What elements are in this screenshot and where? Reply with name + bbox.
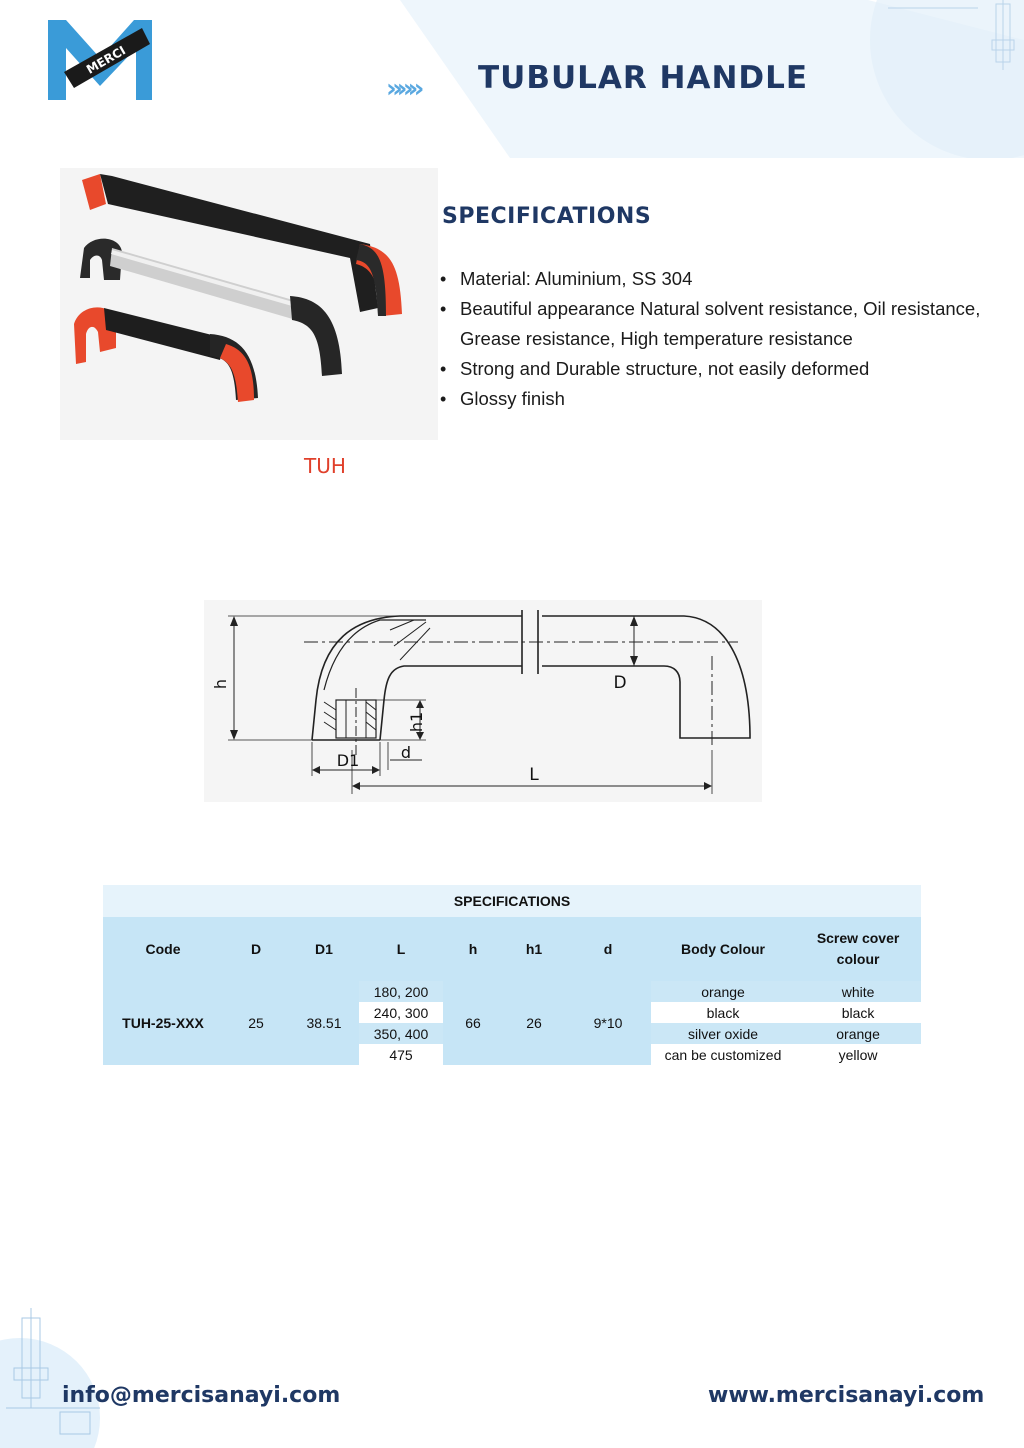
- spec-item: • Beautiful appearance Natural solvent resistance, Oil resistance, Grease resistance, High temperature resistance: [440, 294, 1020, 354]
- cell-L: 180, 200: [359, 981, 443, 1002]
- merci-logo: [46, 18, 154, 102]
- cell-screw-cover-colour: yellow: [795, 1044, 921, 1065]
- cell-code: TUH-25-XXX: [103, 981, 223, 1065]
- dim-label-h: h: [211, 678, 230, 690]
- dim-label-h1: h1: [407, 711, 426, 733]
- cell-D: 25: [223, 981, 289, 1065]
- cell-L: 240, 300: [359, 1002, 443, 1023]
- cell-body-colour: silver oxide: [651, 1023, 795, 1044]
- table-row: [103, 981, 921, 1002]
- cell-body-colour: orange: [651, 981, 795, 1002]
- col-header-screw-cover-colour: Screw cover colour: [795, 917, 921, 981]
- dim-label-D1: D1: [336, 751, 360, 770]
- cell-screw-cover-colour: black: [795, 1002, 921, 1023]
- corner-drawing-art-top: [868, 0, 1024, 106]
- page-title: TUBULAR HANDLE: [478, 60, 809, 96]
- cell-L: 475: [359, 1044, 443, 1065]
- col-header-h: h: [443, 917, 503, 981]
- product-photo: [60, 168, 438, 440]
- chevrons-decoration: »»»: [386, 74, 419, 104]
- website-link[interactable]: www.mercisanayi.com: [708, 1383, 985, 1408]
- table-caption: SPECIFICATIONS: [103, 885, 921, 917]
- cell-h: 66: [443, 981, 503, 1065]
- col-header-D: D: [223, 917, 289, 981]
- logo-text: MERCI: [84, 43, 128, 77]
- cell-d: 9*10: [565, 981, 651, 1065]
- cell-body-colour: can be customized: [651, 1044, 795, 1065]
- col-header-body-colour: Body Colour: [651, 917, 795, 981]
- dim-label-D: D: [613, 673, 627, 693]
- col-header-D1: D1: [289, 917, 359, 981]
- col-header-code: Code: [103, 917, 223, 981]
- cell-screw-cover-colour: white: [795, 981, 921, 1002]
- specifications-table: [103, 885, 921, 1065]
- dim-label-d: d: [400, 743, 412, 762]
- cell-L: 350, 400: [359, 1023, 443, 1044]
- cell-h1: 26: [503, 981, 565, 1065]
- technical-drawing: [204, 600, 762, 802]
- col-header-h1: h1: [503, 917, 565, 981]
- spec-item: • Glossy finish: [440, 384, 1020, 414]
- cell-D1: 38.51: [289, 981, 359, 1065]
- specifications-heading: SPECIFICATIONS: [442, 204, 652, 229]
- specifications-list: [440, 264, 1020, 414]
- contact-email-link[interactable]: info@mercisanayi.com: [62, 1383, 341, 1408]
- product-code-caption: TUH: [304, 454, 346, 478]
- spec-item: • Strong and Durable structure, not easily deformed: [440, 354, 1020, 384]
- table-header-row: [103, 917, 921, 981]
- col-header-L: L: [359, 917, 443, 981]
- spec-item: • Material: Aluminium, SS 304: [440, 264, 1020, 294]
- corner-drawing-art-bottom: [0, 1308, 110, 1448]
- col-header-d: d: [565, 917, 651, 981]
- cell-screw-cover-colour: orange: [795, 1023, 921, 1044]
- dim-label-L: L: [529, 765, 539, 785]
- cell-body-colour: black: [651, 1002, 795, 1023]
